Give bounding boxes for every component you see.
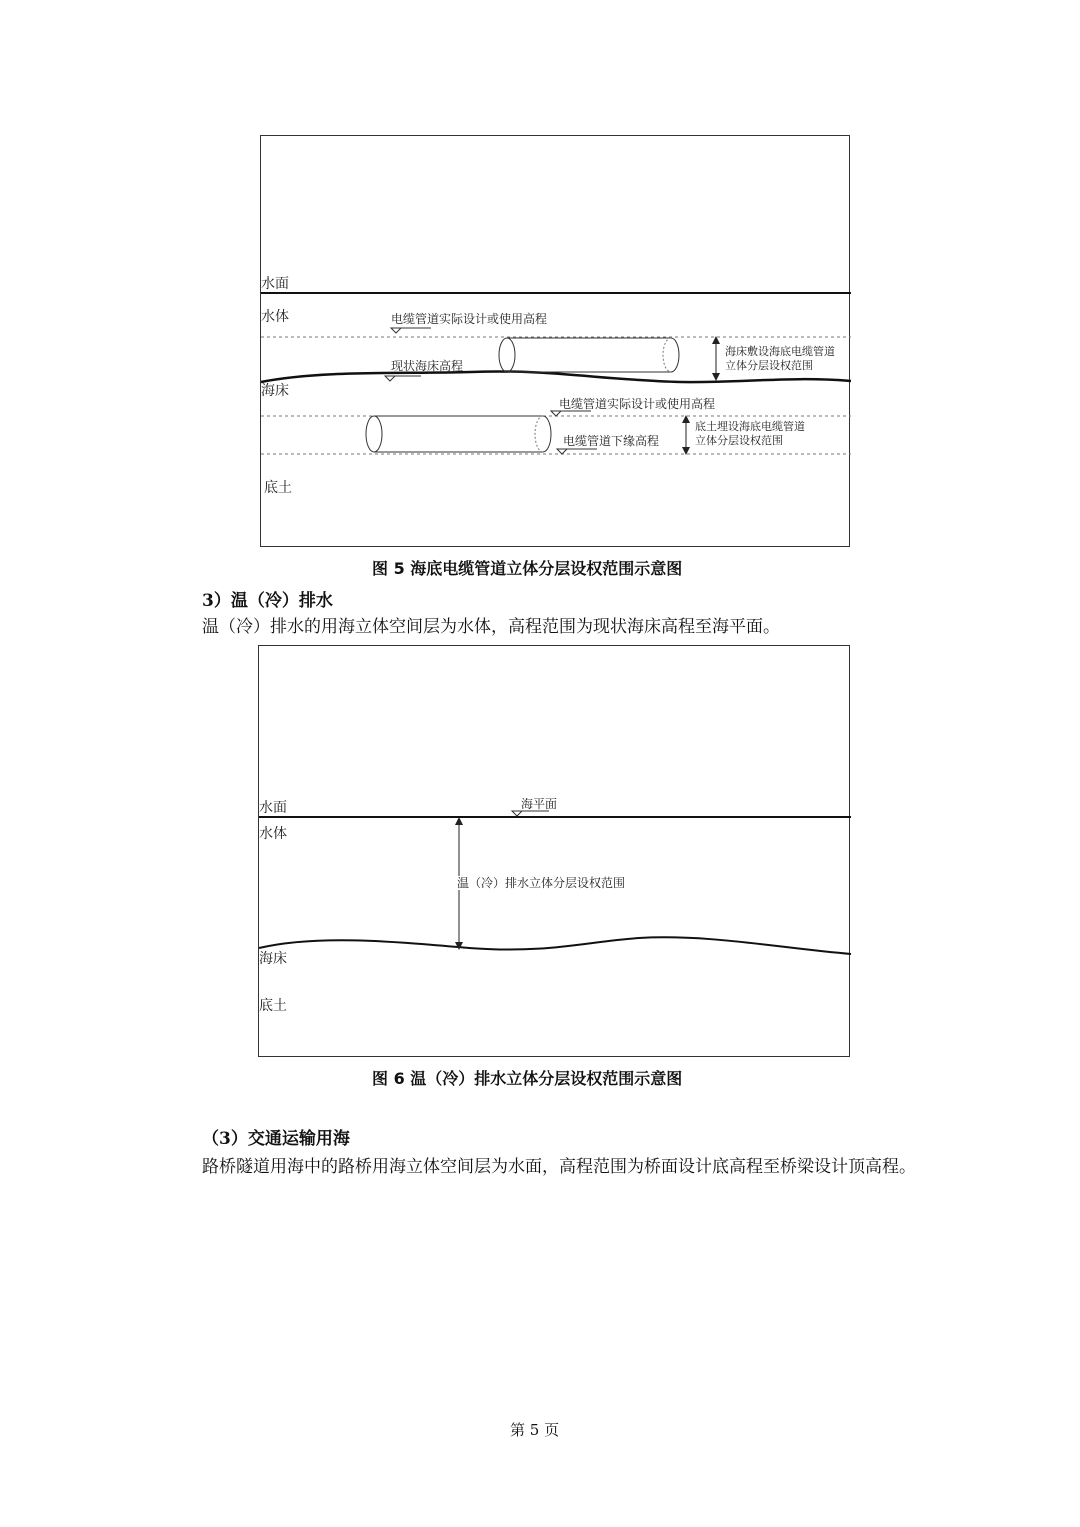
seabed-curve: [261, 371, 851, 382]
figure-6-drawing: [259, 646, 851, 1058]
annotation-range-seabed: [725, 345, 835, 373]
annotation-sea-level: 海平面: [521, 797, 558, 811]
range-seabed-line-2: 立体分层设权范围: [725, 359, 813, 372]
range-buried-line-2: 立体分层设权范围: [695, 434, 783, 447]
range-seabed-line-1: 海床敷设海底电缆管道: [725, 345, 835, 358]
annotation-pipe-bottom: 电缆管道下缘高程: [563, 434, 660, 448]
seabed-curve: [259, 937, 851, 954]
annotation-design-elevation-2: 电缆管道实际设计或使用高程: [559, 397, 716, 411]
figure-5-caption: 图 5 海底电缆管道立体分层设权范围示意图: [372, 559, 683, 578]
figure-5: [260, 135, 850, 547]
buried-pipe: [366, 416, 551, 452]
label-subsoil: 底土: [264, 480, 292, 496]
annotation-range-buried: [695, 420, 805, 448]
figure-5-drawing: [261, 136, 851, 548]
annotation-range: 温（冷）排水立体分层设权范围: [457, 876, 626, 890]
page-number: 第 5 页: [510, 1421, 560, 1439]
label-seabed: 海床: [261, 383, 289, 399]
label-water-body: 水体: [261, 309, 289, 325]
sea-level-marker: [512, 811, 549, 816]
seabed-pipe: [499, 338, 679, 372]
label-water-surface: 水面: [261, 276, 289, 292]
annotation-design-elevation-1: 电缆管道实际设计或使用高程: [391, 312, 548, 326]
subsection-heading: （3）交通运输用海: [202, 1129, 350, 1149]
figure-6: [258, 645, 850, 1057]
annotation-current-seabed: 现状海床高程: [391, 359, 464, 373]
section-3-heading: 3）温（冷）排水: [202, 591, 333, 611]
label-subsoil: 底土: [259, 998, 287, 1014]
subsection-text: 路桥隧道用海中的路桥用海立体空间层为水面，高程范围为桥面设计底高程至桥梁设计顶高程。: [202, 1157, 916, 1177]
section-3-text: 温（冷）排水的用海立体空间层为水体，高程范围为现状海床高程至海平面。: [202, 617, 780, 637]
figure-6-caption: 图 6 温（冷）排水立体分层设权范围示意图: [372, 1069, 683, 1088]
label-water-surface: 水面: [259, 800, 287, 816]
range-buried-line-1: 底土埋设海底电缆管道: [695, 420, 805, 433]
label-seabed: 海床: [259, 951, 287, 967]
label-water-body: 水体: [259, 826, 287, 842]
